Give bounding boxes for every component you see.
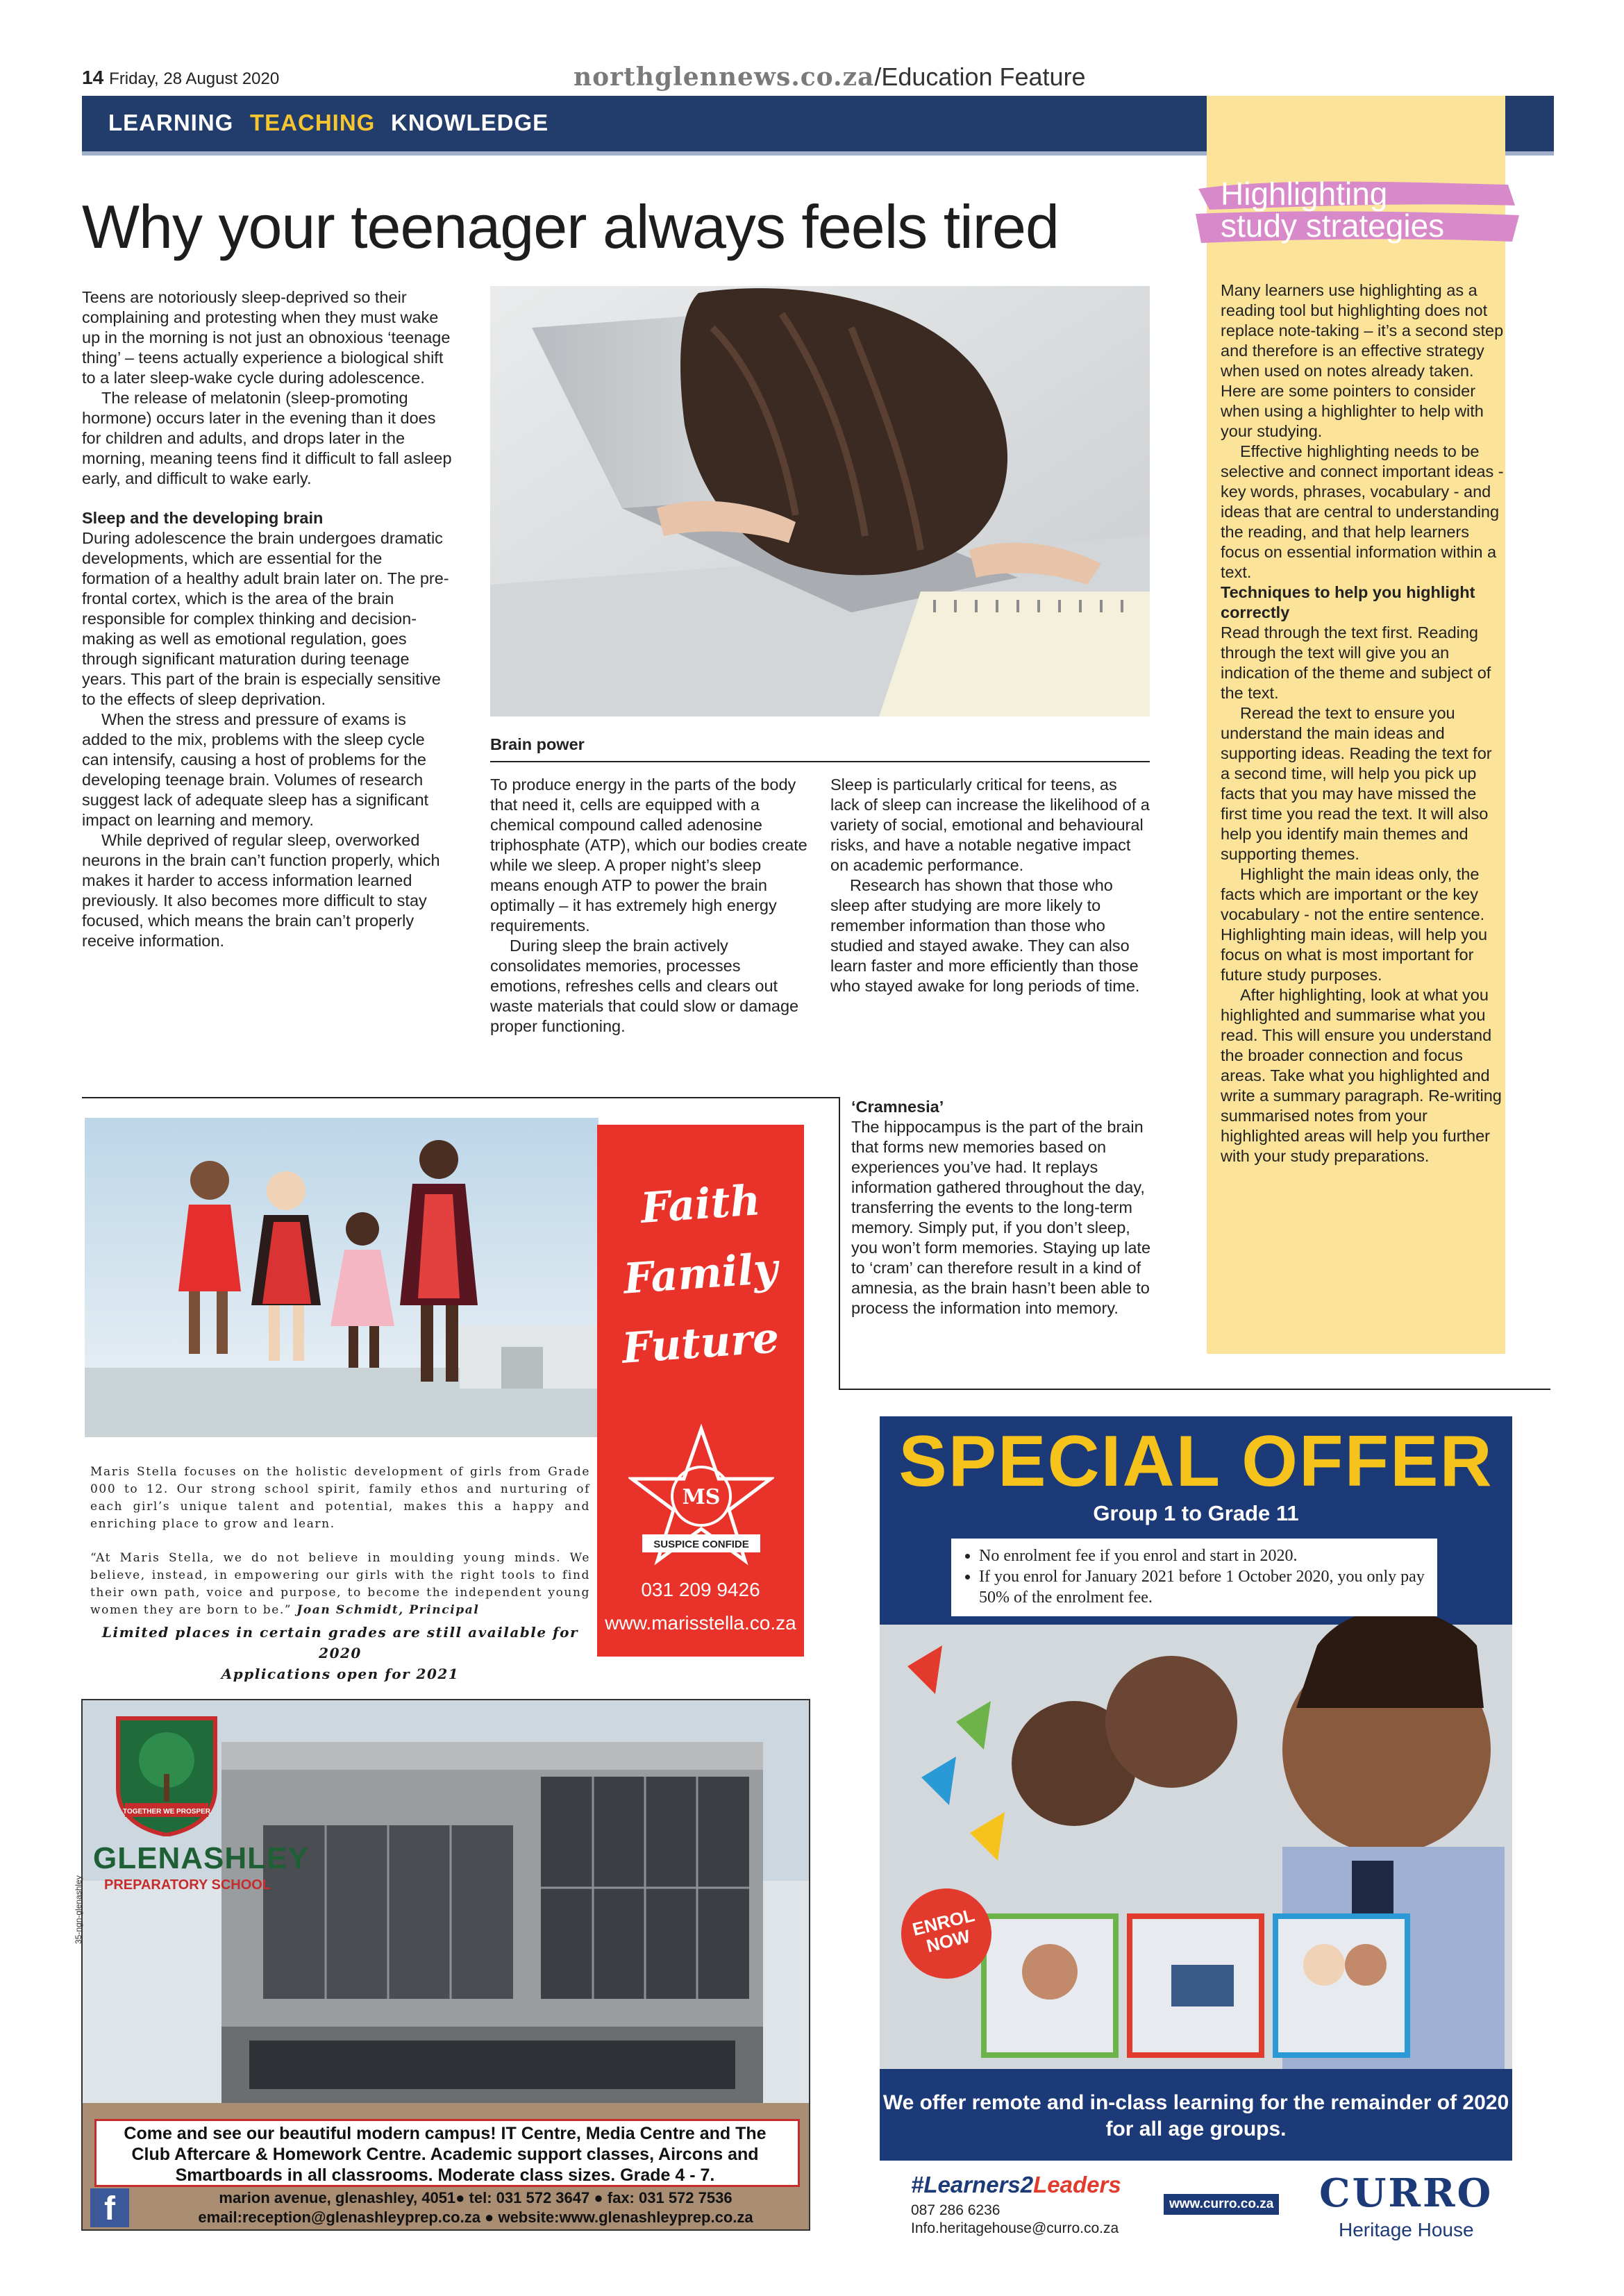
section-word-teaching: TEACHING — [250, 110, 376, 135]
section-rule — [839, 1389, 1550, 1390]
article-paragraph: Research has shown that those who sleep after studying are more likely to remember information than those who studied and stayed awake. They can also learn faster and more efficiently than those who stayed awake for long periods of time. — [830, 876, 1140, 995]
article-column-2 — [490, 775, 810, 1037]
article-paragraph: During adolescence the brain undergoes dramatic developments, which are essential for the formation of a healthy adult brain later on. The pre-frontal cortex, which is the area of the brain responsible for complex thinking and decision-making as well as emotional regulation, goes through significant maturation during teenage years. This part of the brain is especially sensitive to the effects of sleep deprivation. — [82, 529, 449, 708]
glenashley-contact-line-1: marion avenue, glenashley, 4051● tel: 031 572 3647 ● fax: 031 572 7536 — [219, 2189, 733, 2206]
sidebar-paragraph: Many learners use highlighting as a reading tool but highlighting does not replace note-taking – it’s a second step and therefore is an effective strategy when used on notes already taken. Here are some pointers to consider when using a highlighter to help with your studying. — [1221, 281, 1504, 440]
curro-bottom-message: We offer remote and in-class learning for the remainder of 2020 for all age groups. — [882, 2091, 1509, 2140]
glenashley-motto: TOGETHER WE PROSPER — [123, 1808, 210, 1816]
curro-hashtag-part-1: #Learners2 — [911, 2172, 1034, 2197]
ms-footer-line-1: Limited places in certain grades are still available for 2020 — [101, 1624, 579, 1661]
slogan-family: Family — [621, 1244, 780, 1304]
maris-stella-website[interactable]: www.marisstella.co.za — [605, 1612, 796, 1634]
glenashley-subname: PREPARATORY SCHOOL — [104, 1877, 271, 1893]
curro-subtitle: Group 1 to Grade 11 — [1093, 1501, 1299, 1525]
curro-title: SPECIAL OFFER — [898, 1421, 1493, 1502]
curro-logo: CURRO — [1319, 2170, 1493, 2216]
maris-stella-footer — [90, 1622, 590, 1684]
article-paragraph: During sleep the brain actively consolidates memories, processes emotions, refreshes cells and clears out waste materials that could slow or damage proper functioning. — [490, 937, 799, 1035]
curro-offer-box — [951, 1539, 1437, 1616]
ms-paragraph: Maris Stella focuses on the holistic development of girls from Grade 000 to 12. Our strong school spirit, family ethos and nurturing of each girl’s unique talent and potential, makes this a happy and enriching place to grow and learn. — [90, 1465, 590, 1531]
maris-stella-copy — [90, 1464, 590, 1636]
curro-ad — [880, 1416, 1512, 2161]
sidebar-title — [1221, 178, 1444, 242]
glenashley-name: GLENASHLEY — [93, 1841, 309, 1875]
subheading-developing-brain: Sleep and the developing brain — [82, 509, 324, 527]
article-column-3 — [830, 775, 1150, 996]
ms-attribution: Joan Schmidt, Principal — [296, 1603, 480, 1617]
column-rule — [490, 761, 1150, 762]
page-folio — [82, 67, 279, 89]
glenashley-contact-line-2: email:reception@glenashleyprep.co.za ● website:www.glenashleyprep.co.za — [198, 2209, 753, 2226]
article-paragraph: To produce energy in the parts of the body that need it, cells are equipped with a chemical compound called adenosine triphosphate (ATP), which our bodies create while we sleep. A proper night’s sleep means enough ATP to power the brain optimally – it has extremely high energy requirements. — [490, 776, 807, 935]
section-word-learning: LEARNING — [108, 110, 234, 135]
curro-offer-bullet: • If you enrol for January 2021 before 1 October 2020, you only pay 50% of the enrolment fee. — [979, 1566, 1425, 1608]
sidebar-paragraph: Read through the text first. Reading through the text will give you an indication of the theme and subject of the text. — [1221, 623, 1491, 702]
article-paragraph: The release of melatonin (sleep-promoting hormone) occurs later in the evening than it does for children and adults, and drops later in the morning, meaning teens find it difficult to fall asleep early, and difficult to wake early. — [82, 389, 452, 487]
glenashley-contact — [149, 2188, 802, 2227]
article-cramnesia — [851, 1097, 1157, 1318]
curro-website[interactable]: www.curro.co.za — [1164, 2194, 1279, 2215]
headline: Why your teenager always feels tired — [82, 192, 1059, 261]
issue-date: Friday, 28 August 2020 — [109, 69, 280, 88]
sidebar-body — [1221, 280, 1504, 1166]
ms-footer-line-2: Applications open for 2021 — [221, 1666, 460, 1682]
maris-stella-photo — [85, 1118, 598, 1437]
curro-hashtag — [911, 2172, 1121, 2198]
sidebar-title-line-2: study strategies — [1221, 208, 1445, 244]
ms-quote — [90, 1550, 590, 1619]
page-number: 14 — [82, 67, 104, 88]
subheading-cramnesia: ‘Cramnesia’ — [851, 1098, 944, 1116]
photo-credit: 35-ngn-glenashley — [74, 1875, 83, 1944]
column-rule-vertical — [839, 1097, 840, 1389]
maris-stella-phone: 031 209 9426 — [641, 1579, 760, 1600]
slogan-future: Future — [620, 1314, 781, 1373]
sidebar-paragraph: Reread the text to ensure you understand the main ideas and supporting ideas. Reading the text for a second time, will help you pick up facts that you may have missed the first time you read the text. It will also help you identify main themes and supporting themes. — [1221, 704, 1492, 863]
masthead-site: northglennews.co.za — [574, 62, 875, 92]
article-photo-tired-teen — [490, 286, 1150, 717]
article-paragraph: While deprived of regular sleep, overworked neurons in the brain can’t function properly, which makes it harder to access information learned previously. It also becomes more difficult to stay focused, which means the brain can’t properly receive information. — [82, 831, 440, 950]
curro-hashtag-part-2: Leaders — [1033, 2172, 1121, 2197]
slogan-faith: Faith — [639, 1176, 762, 1233]
maris-stella-crest — [628, 1423, 774, 1569]
article-paragraph: Teens are notoriously sleep-deprived so their complaining and protesting when they must wake up in the morning is not just an obnoxious ‘teenage thing’ – teens actually experience a biological shift to a later sleep-wake cycle during adolescence. — [82, 288, 451, 387]
sidebar-paragraph: Effective highlighting needs to be selective and connect important ideas - key words, phrases, vocabulary - and ideas that are central to understanding the reading, and that help learners focus on essential information within a text. — [1221, 442, 1504, 581]
section-rule — [82, 1097, 839, 1098]
curro-campus-name: Heritage House — [1339, 2219, 1474, 2240]
masthead-section: /Education Feature — [874, 62, 1086, 91]
section-word-knowledge: KNOWLEDGE — [391, 110, 549, 135]
article-paragraph: Sleep is particularly critical for teens, as lack of sleep can increase the likelihood of a variety of social, emotional and behavioural risks, and have a notable negative impact on academic performance. — [830, 776, 1150, 874]
article-column-1 — [82, 287, 453, 951]
article-paragraph: When the stress and pressure of exams is added to the mix, problems with the sleep cycle can intensify, causing a host of problems for the developing teenage brain. Volumes of research suggest lack of adequate sleep has a significant impact on learning and memory. — [82, 710, 429, 829]
sidebar-subheading: Techniques to help you highlight correctly — [1221, 583, 1475, 621]
curro-email[interactable]: Info.heritagehouse@curro.co.za — [911, 2220, 1119, 2236]
subheading-brain-power: Brain power — [490, 735, 585, 753]
crest-letters: MS — [682, 1485, 721, 1509]
glenashley-crest — [104, 1711, 229, 1836]
curro-phone: 087 286 6236 — [911, 2202, 1001, 2218]
crest-motto: SUSPICE CONFIDE — [653, 1539, 749, 1550]
sidebar-paragraph: Highlight the main ideas only, the facts which are important or the key vocabulary - not the entire sentence. Highlighting main ideas, will help you focus on what is most important for future study purposes. — [1221, 865, 1488, 984]
sidebar-title-line-1: Highlighting — [1221, 176, 1388, 212]
curro-offer-bullet: • No enrolment fee if you enrol and start in 2020. — [979, 1545, 1425, 1566]
glenashley-caption: Come and see our beautiful modern campus! IT Centre, Media Centre and The Club Aftercare & Homework Centre. Academic support classes, Aircons and Smartboards in all classrooms. Moderate class sizes. Grade 4 - 7. — [124, 2124, 767, 2185]
masthead — [574, 62, 1086, 92]
ms-quote-text: “At Maris Stella, we do not believe in moulding young minds. We believe, instead, in empowering our girls with the right tools to find their own path, voice and purpose, to become the independent young women they are born to be.” — [90, 1551, 590, 1617]
sidebar-paragraph: After highlighting, look at what you highlighted and summarise what you read. This will ensure you understand the broader connection and focus areas. Take what you highlighted and write a summary paragraph. Re-writing summarised notes from your highlighted areas will help you further with your study preparations. — [1221, 986, 1502, 1165]
facebook-icon[interactable]: f — [90, 2188, 129, 2227]
article-paragraph: The hippocampus is the part of the brain that forms new memories based on experiences you’ve had. It replays information gathered throughout the day, transferring the events to the long-term memory. Simply put, if you don’t sleep, you won’t form memories. Staying up late to ‘cram’ can therefore result in a kind of amnesia, as the brain hasn’t been able to process the information into memory. — [851, 1118, 1151, 1317]
enrol-now-badge[interactable]: ENROL NOW — [891, 1879, 1001, 1988]
